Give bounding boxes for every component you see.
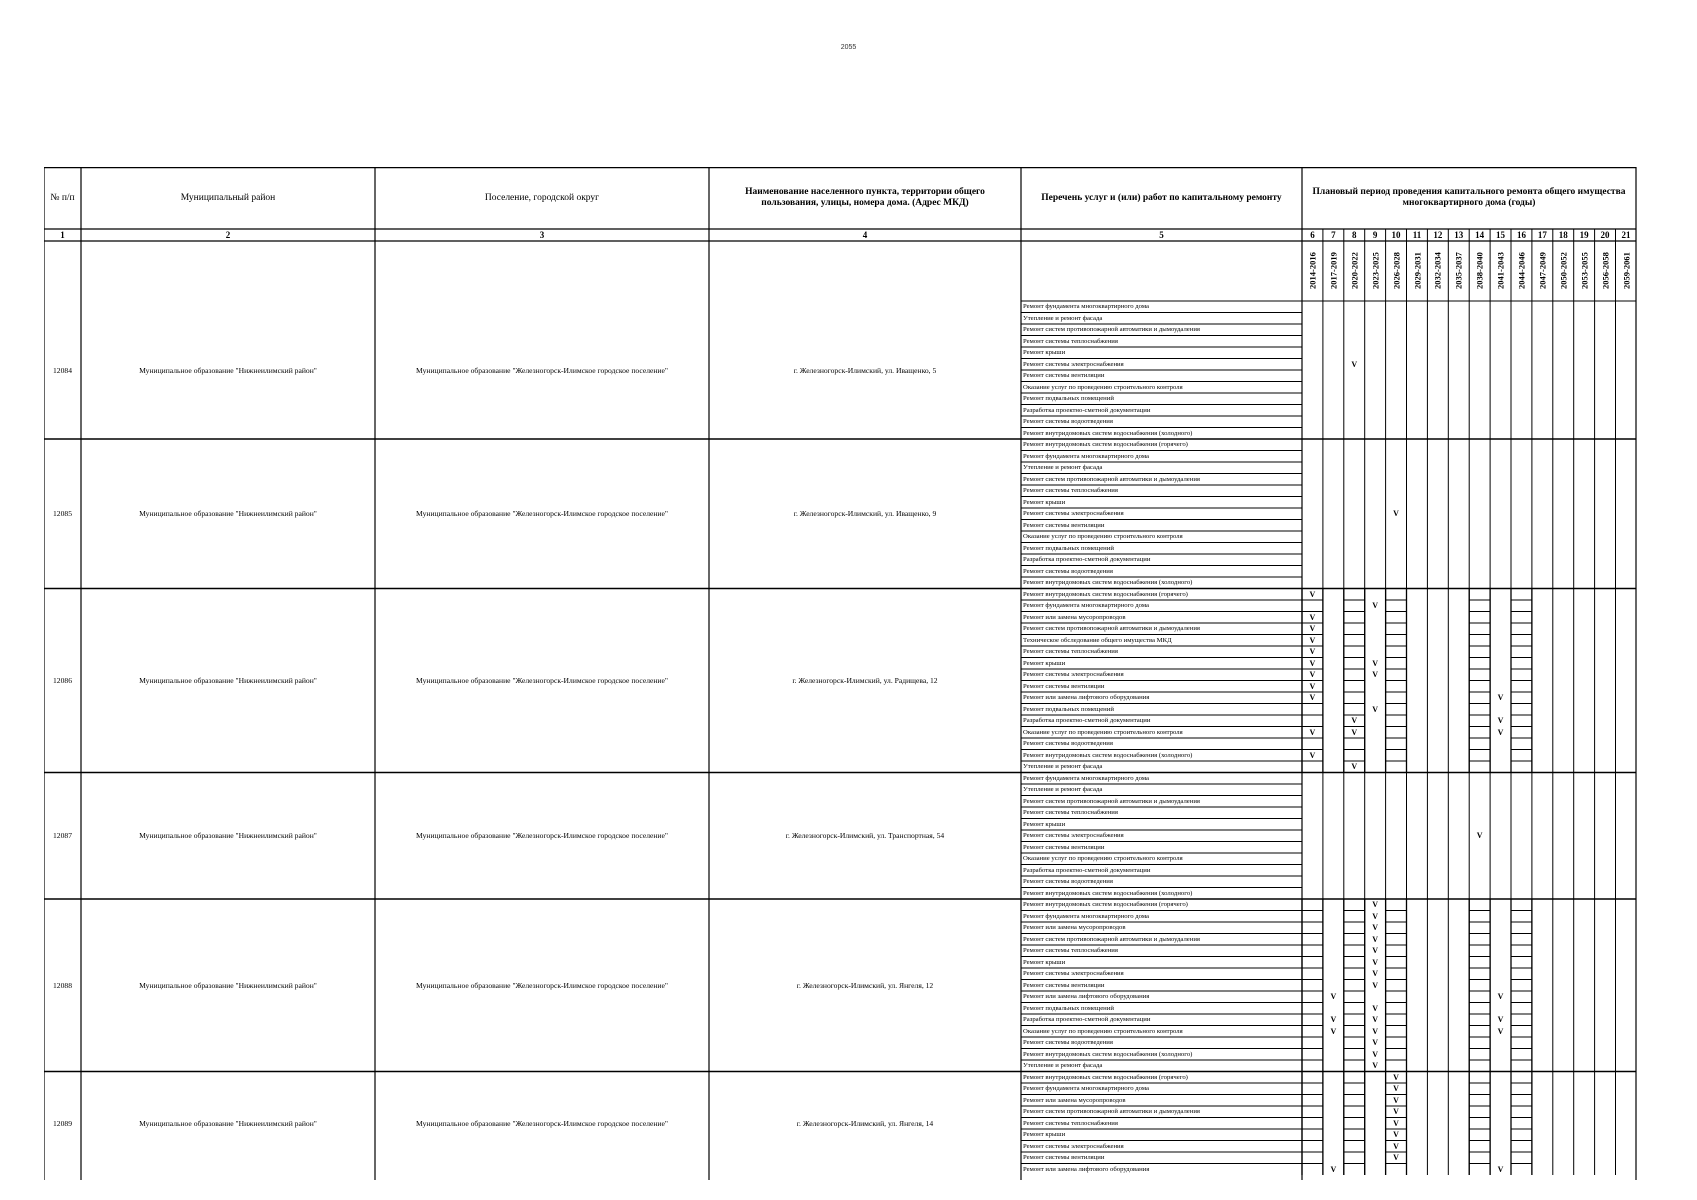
period-label: 2017-2019 (1328, 252, 1339, 290)
column-number: 19 (1579, 230, 1589, 240)
work-item: Ремонт или замена мусоропроводов (1023, 924, 1126, 931)
repair-mark: V (1497, 1164, 1504, 1174)
period-label: 2032-2034 (1432, 252, 1443, 290)
work-item: Ремонт или замена лифтового оборудования (1023, 1165, 1150, 1173)
column-number: 6 (1310, 230, 1315, 240)
repair-mark: V (1351, 727, 1358, 737)
work-item: Оказание услуг по проведению строительного контроля (1023, 855, 1183, 862)
settlement-name: Муниципальное образование "Железногорск-Илимское городское поселение" (416, 365, 668, 375)
work-item: Ремонт крыши (1023, 659, 1066, 667)
district-name: Муниципальное образование "Нижнеилимский район" (139, 831, 317, 841)
column-number: 3 (539, 230, 545, 240)
repair-mark: V (1372, 1026, 1379, 1036)
column-number: 12 (1433, 230, 1443, 240)
repair-mark: V (1372, 1038, 1379, 1047)
work-item: Ремонт подвальных помещений (1023, 705, 1114, 713)
work-item: Утепление и ремонт фасада (1023, 786, 1103, 793)
district-name: Муниципальное образование "Нижнеилимский район" (139, 509, 317, 519)
repair-mark: V (1497, 1015, 1504, 1024)
column-number: 21 (1621, 230, 1631, 240)
work-item: Ремонт внутридомовых систем водоснабжения (холодного) (1023, 579, 1193, 586)
column-number: 8 (1351, 230, 1357, 240)
work-item: Ремонт внутридомовых систем водоснабжения (горячего) (1023, 901, 1188, 908)
column-number: 4 (862, 230, 868, 240)
period-label: 2026-2028 (1391, 252, 1402, 290)
work-item: Разработка проектно-сметной документации (1023, 1016, 1151, 1023)
work-item: Оказание услуг по проведению строительного контроля (1023, 383, 1183, 391)
repair-mark: V (1393, 1084, 1399, 1093)
work-item: Ремонт системы теплоснабжения (1023, 1119, 1118, 1127)
repair-mark: V (1476, 831, 1483, 840)
repair-mark: V (1393, 1095, 1399, 1105)
repair-mark: V (1309, 681, 1316, 691)
column-number: 20 (1600, 230, 1610, 240)
repair-mark: V (1309, 670, 1316, 679)
work-item: Ремонт внутридомовых систем водоснабжения (горячего) (1023, 441, 1188, 448)
repair-mark: V (1393, 1141, 1399, 1151)
period-label: 2047-2049 (1537, 252, 1548, 290)
repair-mark: V (1497, 727, 1504, 737)
work-item: Ремонт фундамента многоквартирного дома (1023, 774, 1149, 782)
row-number: 12088 (53, 980, 72, 990)
work-item: Разработка проектно-сметной документации (1023, 406, 1151, 414)
repair-mark: V (1393, 1118, 1399, 1128)
work-item: Ремонт системы теплоснабжения (1023, 648, 1118, 655)
work-item: Ремонт системы водоотведения (1023, 418, 1113, 425)
work-item: Ремонт или замена мусоропроводов (1023, 613, 1126, 621)
work-item: Ремонт систем противопожарной автоматики и дымоудаления (1023, 475, 1201, 483)
work-item: Ремонт систем противопожарной автоматики и дымоудаления (1023, 935, 1201, 943)
work-item: Ремонт системы электроснабжения (1023, 970, 1124, 977)
work-item: Ремонт подвальных помещений (1023, 395, 1114, 402)
row-number: 12089 (53, 1118, 72, 1128)
repair-mark: V (1372, 911, 1379, 921)
work-item: Ремонт крыши (1023, 958, 1066, 966)
work-item: Ремонт внутридомовых систем водоснабжения (холодного) (1023, 889, 1193, 897)
district-name: Муниципальное образование "Нижнеилимский район" (139, 365, 317, 375)
repair-mark: V (1372, 658, 1379, 668)
work-item: Ремонт системы электроснабжения (1023, 832, 1124, 839)
work-item: Ремонт или замена мусоропроводов (1023, 1096, 1126, 1104)
column-number: 1 (60, 230, 65, 240)
settlement-name: Муниципальное образование "Железногорск-Илимское городское поселение" (416, 676, 668, 685)
period-label: 2029-2031 (1411, 252, 1422, 290)
work-item: Ремонт систем противопожарной автоматики и дымоудаления (1023, 326, 1201, 333)
work-item: Ремонт или замена лифтового оборудования (1023, 993, 1150, 1000)
repair-mark: V (1351, 762, 1358, 771)
header-period: Плановый период проведения капитального ремонта общего имущества многоквартирного дома (годы) (1312, 187, 1626, 208)
repair-mark: V (1372, 980, 1379, 990)
repair-mark: V (1372, 1003, 1379, 1013)
work-item: Разработка проектно-сметной документации (1023, 866, 1151, 874)
row-number: 12084 (53, 365, 72, 375)
period-label: 2053-2055 (1579, 252, 1590, 290)
column-number: 7 (1331, 230, 1336, 240)
period-label: 2056-2058 (1600, 252, 1611, 290)
period-label: 2050-2052 (1558, 252, 1569, 290)
page-number: 2055 (840, 44, 857, 51)
repair-mark: V (1351, 359, 1358, 369)
repair-mark: V (1309, 647, 1316, 656)
repair-mark: V (1309, 727, 1316, 737)
work-item: Ремонт фундамента многоквартирного дома (1023, 452, 1149, 460)
column-number: 14 (1475, 230, 1485, 240)
work-item: Ремонт крыши (1023, 820, 1066, 828)
work-item: Ремонт системы водоотведения (1023, 878, 1113, 885)
column-number: 18 (1558, 230, 1568, 240)
repair-mark: V (1309, 635, 1316, 645)
column-number: 11 (1412, 230, 1422, 240)
repair-mark: V (1372, 923, 1379, 932)
repair-mark: V (1372, 1049, 1379, 1059)
period-label: 2014-2016 (1307, 252, 1318, 290)
header-number: № п/п (50, 192, 75, 203)
work-item: Ремонт подвальных помещений (1023, 544, 1114, 552)
work-item: Ремонт внутридомовых систем водоснабжения (горячего) (1023, 590, 1188, 598)
work-item: Ремонт системы водоотведения (1023, 567, 1113, 575)
house-address: г. Железногорск-Илимский, ул. Радищева, 12 (792, 676, 938, 685)
work-item: Разработка проектно-сметной документации (1023, 717, 1151, 724)
repair-mark: V (1309, 658, 1316, 668)
repair-mark: V (1497, 716, 1504, 725)
house-address: г. Железногорск-Илимский, ул. Янгеля, 12 (796, 980, 934, 990)
house-address: г. Железногорск-Илимский, ул. Иващенко, 5 (793, 365, 937, 375)
header-settlement: Поселение, городской округ (484, 192, 600, 203)
repair-mark: V (1393, 1130, 1399, 1139)
repair-mark: V (1497, 992, 1504, 1001)
column-number: 2 (225, 230, 231, 240)
settlement-name: Муниципальное образование "Железногорск-Илимское городское поселение" (416, 831, 668, 841)
repair-mark: V (1497, 693, 1504, 702)
period-label: 2023-2025 (1370, 252, 1381, 290)
work-item: Утепление и ремонт фасада (1023, 464, 1103, 471)
work-item: Ремонт внутридомовых систем водоснабжения (холодного) (1023, 429, 1193, 437)
work-item: Ремонт фундамента многоквартирного дома (1023, 303, 1149, 310)
header-address: Наименование населенного пункта, территории общего пользования, улицы, номера дома. (Адрес МКД) (745, 187, 985, 208)
work-item: Ремонт системы теплоснабжения (1023, 487, 1118, 494)
column-number: 5 (1159, 230, 1164, 240)
work-item: Ремонт системы электроснабжения (1023, 360, 1124, 368)
work-item: Ремонт внутридомовых систем водоснабжения (холодного) (1023, 751, 1193, 759)
house-address: г. Железногорск-Илимский, ул. Янгеля, 14 (796, 1118, 934, 1128)
work-item: Ремонт системы вентиляции (1023, 1154, 1105, 1161)
period-label: 2041-2043 (1495, 252, 1506, 290)
repair-mark: V (1372, 957, 1379, 967)
column-number: 16 (1516, 230, 1526, 240)
work-item: Ремонт системы вентиляции (1023, 682, 1105, 690)
repair-mark: V (1330, 1026, 1337, 1036)
work-item: Ремонт системы теплоснабжения (1023, 809, 1118, 816)
repair-mark: V (1309, 589, 1316, 599)
settlement-name: Муниципальное образование "Железногорск-Илимское городское поселение" (416, 980, 668, 990)
work-item: Техническое обследование общего имущества МКД (1023, 636, 1172, 644)
header-district: Муниципальный район (180, 192, 276, 203)
work-item: Ремонт внутридомовых систем водоснабжения (холодного) (1023, 1050, 1193, 1058)
repair-mark: V (1309, 624, 1316, 633)
repair-mark: V (1372, 601, 1379, 610)
repair-mark: V (1393, 1153, 1399, 1162)
work-item: Ремонт систем противопожарной автоматики и дымоудаления (1023, 625, 1201, 632)
repair-mark: V (1351, 716, 1358, 725)
repair-mark: V (1372, 946, 1379, 955)
work-item: Ремонт системы электроснабжения (1023, 1142, 1124, 1150)
repair-mark: V (1372, 704, 1379, 714)
work-item: Ремонт системы вентиляции (1023, 372, 1105, 379)
repair-mark: V (1372, 1061, 1379, 1070)
repair-mark: V (1372, 670, 1379, 679)
column-number: 10 (1391, 230, 1401, 240)
settlement-name: Муниципальное образование "Железногорск-Илимское городское поселение" (416, 1118, 668, 1128)
repair-mark: V (1309, 750, 1316, 760)
work-item: Ремонт системы электроснабжения (1023, 510, 1124, 517)
header-works: Перечень услуг и (или) работ по капитальному ремонту (1041, 192, 1282, 203)
period-label: 2059-2061 (1620, 252, 1631, 290)
period-label: 2020-2022 (1349, 252, 1360, 290)
period-label: 2035-2037 (1453, 252, 1464, 290)
repair-mark: V (1372, 1015, 1379, 1024)
work-item: Утепление и ремонт фасада (1023, 763, 1103, 770)
work-item: Ремонт подвальных помещений (1023, 1004, 1114, 1012)
work-item: Утепление и ремонт фасада (1023, 1062, 1103, 1069)
repair-mark: V (1330, 992, 1337, 1001)
work-item: Ремонт фундамента многоквартирного дома (1023, 1085, 1149, 1092)
column-number: 17 (1537, 230, 1547, 240)
work-item: Ремонт системы вентиляции (1023, 981, 1105, 989)
repair-mark: V (1393, 1072, 1399, 1082)
work-item: Ремонт фундамента многоквартирного дома (1023, 912, 1149, 920)
work-item: Ремонт системы теплоснабжения (1023, 337, 1118, 345)
work-item: Ремонт фундамента многоквартирного дома (1023, 602, 1149, 609)
work-item: Разработка проектно-сметной документации (1023, 556, 1151, 563)
work-item: Ремонт системы водоотведения (1023, 740, 1113, 747)
work-item: Ремонт системы вентиляции (1023, 843, 1105, 851)
repair-mark: V (1330, 1015, 1337, 1024)
work-item: Ремонт системы водоотведения (1023, 1039, 1113, 1046)
repair-mark: V (1497, 1026, 1504, 1036)
work-item: Оказание услуг по проведению строительного контроля (1023, 1027, 1183, 1035)
work-item: Утепление и ремонт фасада (1023, 314, 1103, 322)
house-address: г. Железногорск-Илимский, ул. Иващенко, 9 (793, 509, 937, 519)
district-name: Муниципальное образование "Нижнеилимский район" (139, 980, 317, 990)
period-label: 2044-2046 (1516, 252, 1527, 290)
repair-mark: V (1372, 934, 1379, 944)
repair-mark: V (1372, 969, 1379, 978)
work-item: Ремонт системы теплоснабжения (1023, 947, 1118, 954)
repair-mark: V (1309, 612, 1316, 622)
row-number: 12085 (53, 509, 72, 519)
column-number: 13 (1454, 230, 1464, 240)
house-address: г. Железногорск-Илимский, ул. Транспортная, 54 (785, 831, 945, 841)
work-item: Ремонт крыши (1023, 349, 1066, 356)
repair-mark: V (1372, 900, 1379, 909)
period-label: 2038-2040 (1474, 252, 1485, 290)
work-item: Ремонт систем противопожарной автоматики и дымоудаления (1023, 797, 1201, 805)
work-item: Ремонт системы электроснабжения (1023, 671, 1124, 678)
work-item: Ремонт крыши (1023, 498, 1066, 506)
capital-repair-table (44, 167, 1638, 1180)
settlement-name: Муниципальное образование "Железногорск-Илимское городское поселение" (416, 509, 668, 519)
work-item: Ремонт крыши (1023, 1131, 1066, 1138)
work-item: Ремонт систем противопожарной автоматики и дымоудаления (1023, 1108, 1201, 1115)
district-name: Муниципальное образование "Нижнеилимский район" (139, 1118, 317, 1128)
work-item: Ремонт системы вентиляции (1023, 521, 1105, 529)
district-name: Муниципальное образование "Нижнеилимский район" (139, 676, 317, 685)
work-item: Оказание услуг по проведению строительного контроля (1023, 533, 1183, 540)
column-number: 15 (1496, 230, 1506, 240)
row-number: 12087 (53, 831, 72, 841)
repair-mark: V (1393, 509, 1399, 518)
row-number: 12086 (53, 676, 72, 685)
repair-mark: V (1309, 693, 1316, 702)
repair-mark: V (1330, 1164, 1337, 1174)
repair-mark: V (1393, 1107, 1399, 1116)
work-item: Ремонт или замена лифтового оборудования (1023, 694, 1150, 701)
work-item: Ремонт внутридомовых систем водоснабжения (горячего) (1023, 1073, 1188, 1081)
work-item: Оказание услуг по проведению строительного контроля (1023, 728, 1183, 736)
column-number: 9 (1372, 230, 1378, 240)
